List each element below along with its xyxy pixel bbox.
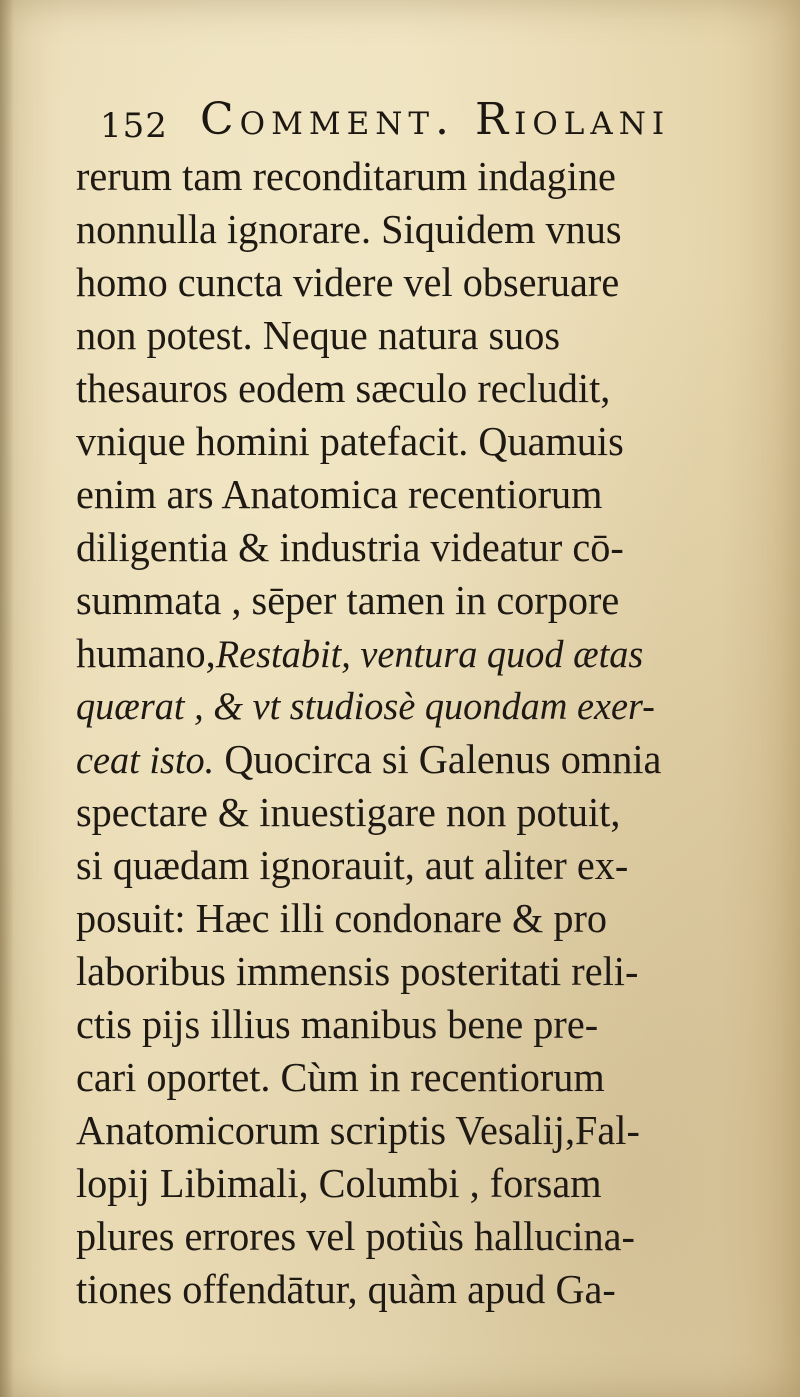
text-line-4: non potest. Neque natura suos (76, 312, 561, 358)
text-line-10 (76, 627, 724, 680)
text-line-20: lopij Libimali, Columbi , forsam (76, 1160, 602, 1206)
text-line-11: quærat , & vt studiosè quondam exer- (76, 685, 655, 728)
page-header (100, 92, 720, 154)
text-line-15: posuit: Hæc illi condonare & pro (76, 895, 608, 941)
text-line-7: enim ars Anatomica recentiorum (76, 471, 603, 517)
text-line-12 (76, 733, 724, 786)
text-line-12-italic: ceat isto. (76, 739, 215, 782)
text-line-14: si quædam ignorauit, aut aliter ex- (76, 842, 629, 888)
text-line-2: nonnulla ignorare. Siquidem vnus (76, 206, 622, 252)
text-line-8: diligentia & industria videatur cō- (76, 524, 624, 570)
text-line-17: ctis pijs illius manibus bene pre- (76, 1001, 599, 1047)
text-line-21: plures errores vel potiùs hallucina- (76, 1213, 635, 1259)
text-line-22: tiones offendātur, quàm apud Ga- (76, 1266, 616, 1312)
body-text (76, 150, 736, 1316)
text-line-13: spectare & inuestigare non potuit, (76, 789, 621, 835)
text-line-9: summata , sēper tamen in corpore (76, 577, 620, 623)
page-gutter-shadow (0, 0, 14, 1397)
text-line-10-roman: humano, (76, 630, 216, 676)
text-line-3: homo cuncta videre vel obseruare (76, 259, 620, 305)
text-line-6: vnique homini patefacit. Quamuis (76, 418, 624, 464)
text-line-19: Anatomicorum scriptis Vesalij,Fal- (76, 1107, 640, 1153)
running-title: Comment. Riolani (200, 94, 671, 145)
text-line-1: rerum tam reconditarum indagine (76, 153, 616, 199)
text-line-10-italic: Restabit, ventura quod ætas (215, 633, 644, 676)
text-line-16: laboribus immensis posteritati reli- (76, 948, 639, 994)
text-line-5: thesauros eodem sæculo recludit, (76, 365, 611, 411)
text-line-12-roman: Quocirca si Galenus omnia (224, 736, 662, 782)
page-number: 152 (100, 106, 168, 146)
text-line-18: cari oportet. Cùm in recentiorum (76, 1054, 605, 1100)
